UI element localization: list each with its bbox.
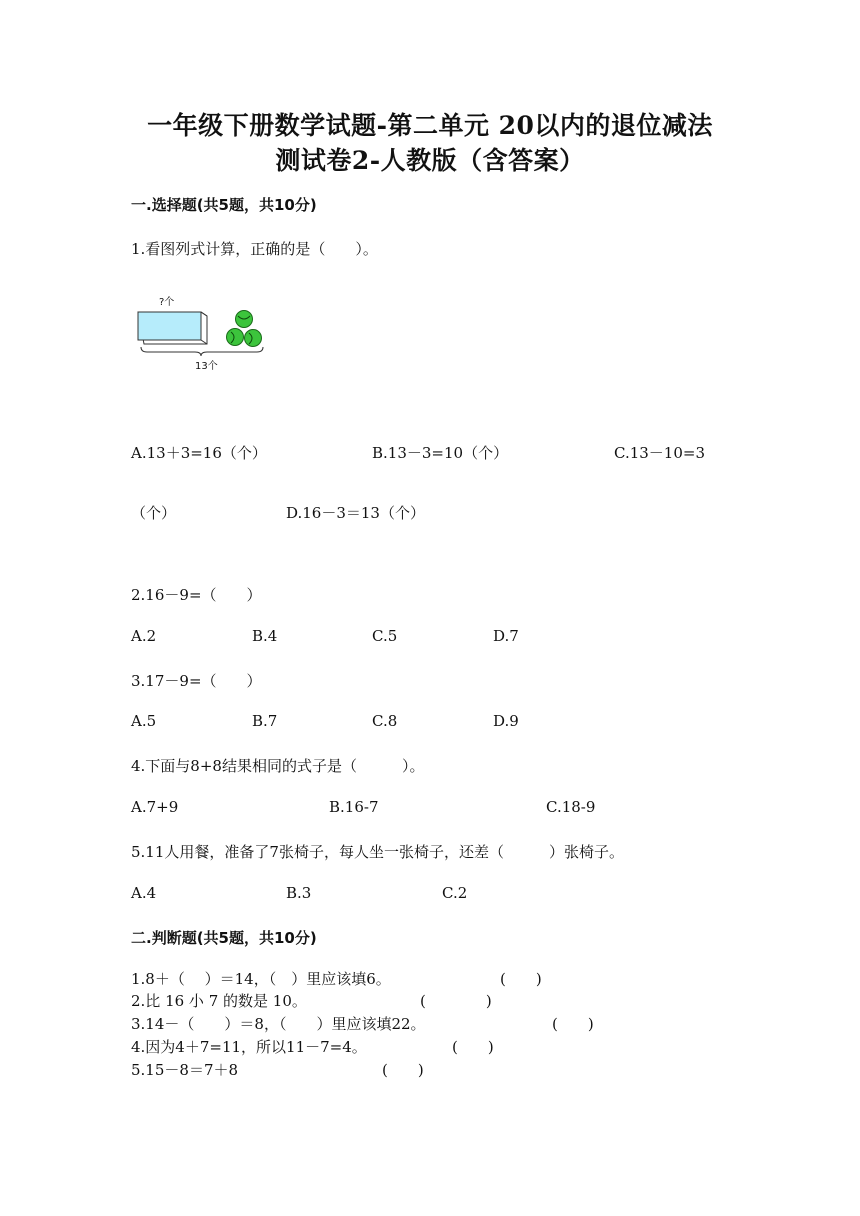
judge-question-5: 5.15－8＝7＋8 <box>131 1061 239 1079</box>
section-heading-choice: 一.选择题(共5题，共10分) <box>131 196 317 214</box>
ball-icon <box>227 329 244 346</box>
ball-icon <box>236 311 253 328</box>
question-1-figure <box>133 292 273 377</box>
question-1-option-b: B.13－3=10（个） <box>372 444 509 462</box>
question-2-option-d: D.7 <box>493 627 519 645</box>
page-title-line-2: 测试卷2-人教版（含答案） <box>275 146 585 175</box>
question-1-option-c: C.13－10=3 <box>614 444 705 462</box>
brace-shape <box>141 347 263 356</box>
figure-bottom-label: 13个 <box>195 361 218 372</box>
page-title-line-1: 一年级下册数学试题-第二单元 20以内的退位减法 <box>147 111 713 140</box>
section-heading-judge: 二.判断题(共5题，共10分) <box>131 929 317 947</box>
question-3-option-c: C.8 <box>372 712 398 730</box>
choice-question-5-stem: 5.11人用餐，准备了7张椅子，每人坐一张椅子，还差（ ）张椅子。 <box>131 843 624 861</box>
question-2-option-a: A.2 <box>131 627 157 645</box>
choice-question-3-stem: 3.17－9=（ ） <box>131 672 262 690</box>
choice-question-2-stem: 2.16－9=（ ） <box>131 586 262 604</box>
question-3-option-b: B.7 <box>252 712 278 730</box>
question-5-option-a: A.4 <box>131 884 157 902</box>
question-4-option-b: B.16-7 <box>329 798 379 816</box>
judge-question-3-answer-blank: ( ) <box>552 1015 594 1033</box>
question-1-option-c-unit: （个） <box>131 504 177 522</box>
question-5-option-b: B.3 <box>286 884 312 902</box>
box-and-balls-illustration <box>133 292 273 377</box>
choice-question-1-stem: 1.看图列式计算，正确的是（ ）。 <box>131 240 378 258</box>
judge-question-3: 3.14－（ ）＝8，（ ）里应该填22。 <box>131 1015 426 1033</box>
judge-question-1: 1.8＋（ ）＝14，（ ）里应该填6。 <box>131 970 391 988</box>
judge-question-2-answer-blank: ( ) <box>420 992 492 1010</box>
judge-question-4: 4.因为4＋7=11，所以11－7=4。 <box>131 1038 367 1056</box>
question-2-option-c: C.5 <box>372 627 398 645</box>
judge-question-4-answer-blank: ( ) <box>452 1038 494 1056</box>
question-2-option-b: B.4 <box>252 627 278 645</box>
question-4-option-a: A.7+9 <box>131 798 179 816</box>
question-3-option-a: A.5 <box>131 712 157 730</box>
question-5-option-c: C.2 <box>442 884 468 902</box>
box-shape <box>138 312 201 340</box>
question-1-option-d: D.16－3＝13（个） <box>286 504 425 522</box>
choice-question-4-stem: 4.下面与8+8结果相同的式子是（ ）。 <box>131 757 425 775</box>
question-3-option-d: D.9 <box>493 712 519 730</box>
question-1-option-a: A.13＋3=16（个） <box>131 444 267 462</box>
ball-icon <box>245 330 262 347</box>
figure-top-label: ?个 <box>159 297 175 308</box>
question-4-option-c: C.18-9 <box>546 798 596 816</box>
judge-question-2: 2.比 16 小 7 的数是 10。 <box>131 992 307 1010</box>
judge-question-5-answer-blank: ( ) <box>382 1061 424 1079</box>
judge-question-1-answer-blank: ( ) <box>500 970 542 988</box>
